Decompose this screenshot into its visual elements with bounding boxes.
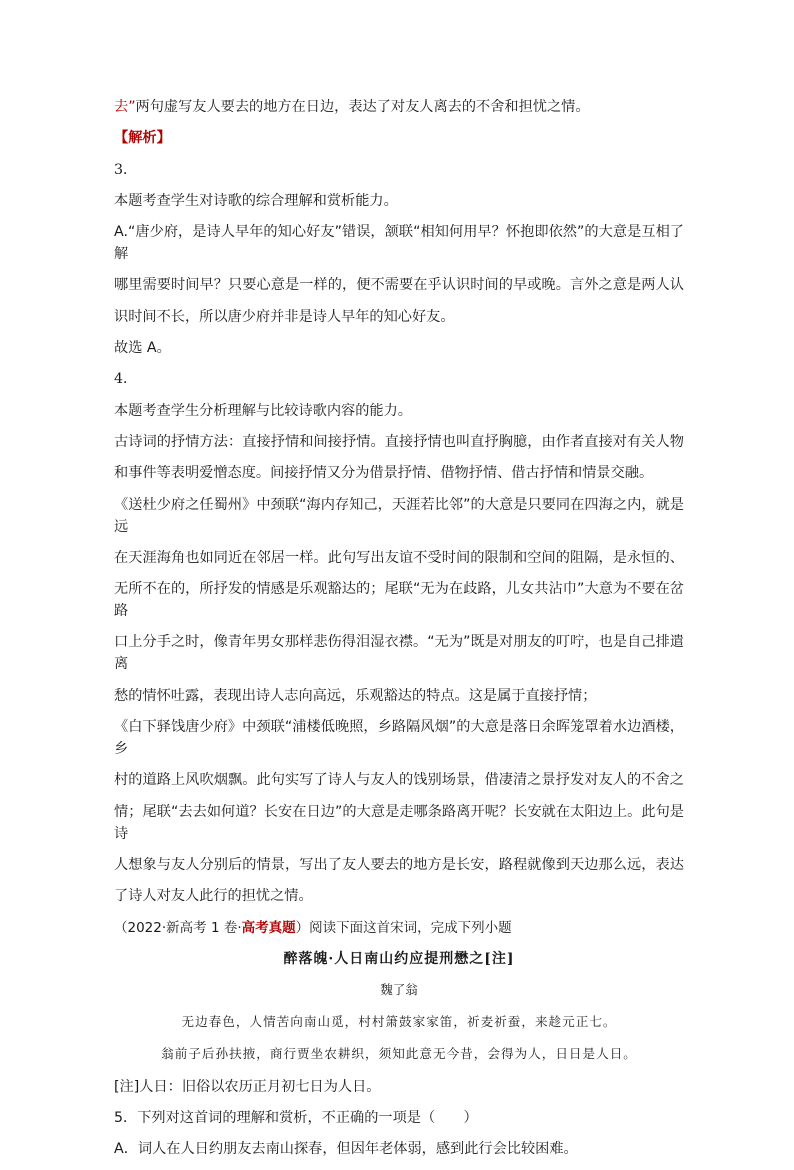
poem-author: 魏了翁 bbox=[380, 981, 418, 997]
q4-intro: 本题考查学生分析理解与比较诗歌内容的能力。 bbox=[114, 402, 412, 419]
poem-line: 翁前子后孙扶掖，商行贾坐农耕织，须知此意无今昔，会得为人，日日是人日。 bbox=[161, 1045, 637, 1061]
source-prefix: （2022·新高考 1 卷· bbox=[114, 919, 242, 936]
source-tag: 高考真题 bbox=[241, 919, 296, 936]
q4-analysis-line: 口上分手之时，像青年男女那样悲伤得泪湿衣襟。“无为”既是对朋友的叮咛，也是自己排遣离 bbox=[114, 634, 684, 673]
q3-analysis-line: 识时间不长，所以唐少府并非是诗人早年的知心好友。 bbox=[114, 308, 455, 325]
q4-analysis-line: 和事件等表明爱憎态度。间接抒情又分为借景抒情、借物抒情、借古抒情和情景交融。 bbox=[114, 465, 654, 482]
q3-analysis-line: 哪里需要时间早？只要心意是一样的，便不需要在乎认识时间的早或晚。言外之意是两人认 bbox=[114, 277, 684, 294]
q4-analysis-line: 人想象与友人分别后的情景，写出了友人要去的地方是长安，路程就像到天边那么远，表达 bbox=[114, 856, 684, 873]
analysis-heading: 【解析】 bbox=[114, 130, 171, 147]
poem-note: [注]人日：旧俗以农历正月初七日为人日。 bbox=[114, 1078, 381, 1095]
q3-answer: 故选 A。 bbox=[114, 340, 171, 357]
source-suffix: ）阅读下面这首宋词，完成下列小题 bbox=[295, 919, 512, 936]
document-page bbox=[114, 96, 684, 1170]
q3-intro: 本题考查学生对诗歌的综合理解和赏析能力。 bbox=[114, 192, 398, 209]
q4-analysis-line: 情；尾联“去去如何道？长安在日边”的大意是走哪条路离开呢？长安就在太阳边上。此句是诗 bbox=[114, 803, 684, 842]
q4-analysis-line: 村的道路上风吹烟飘。此句实写了诗人与友人的饯别场景，借凄清之景抒发对友人的不舍之 bbox=[114, 772, 684, 789]
q4-analysis-line: 无所不在的，所抒发的情感是乐观豁达的；尾联“无为在歧路，儿女共沾巾”大意为不要在岔路 bbox=[114, 581, 684, 620]
question-3-number: 3． bbox=[114, 161, 138, 178]
q4-analysis-line: 了诗人对友人此行的担忧之情。 bbox=[114, 888, 313, 905]
question-5-stem: 5．下列对这首词的理解和赏析，不正确的一项是（ ） bbox=[114, 1110, 478, 1127]
poem-line: 无边春色，人情苦向南山觅，村村箫鼓家家笛，祈麦祈蚕，来趁元正七。 bbox=[181, 1013, 617, 1029]
q4-analysis-line: 《送杜少府之任蜀州》中颈联“海内存知己，天涯若比邻”的大意是只要同在四海之内，就是远 bbox=[114, 496, 684, 535]
answer-continuation: 去”两句虚写友人要去的地方在日边，表达了对友人离去的不舍和担忧之情。 bbox=[114, 99, 590, 115]
q4-analysis-line: 愁的情怀吐露，表现出诗人志向高远，乐观豁达的特点。这是属于直接抒情； bbox=[114, 687, 597, 704]
question-5-option-a: A．词人在人日约朋友去南山探春，但因年老体弱，感到此行会比较困难。 bbox=[114, 1141, 578, 1158]
question-4-number: 4． bbox=[114, 371, 138, 388]
question-source bbox=[114, 917, 684, 939]
poem-title: 醉落魄·人日南山约应提刑懋之[注] bbox=[283, 950, 515, 967]
q4-analysis-line: 古诗词的抒情方法：直接抒情和间接抒情。直接抒情也叫直抒胸臆，由作者直接对有关人物 bbox=[114, 433, 684, 450]
q3-analysis-line: A.“唐少府，是诗人早年的知心好友”错误，颔联“相知何用早？怀抱即依然”的大意是互相了解 bbox=[114, 224, 684, 263]
q4-analysis-line: 在天涯海角也如同近在邻居一样。此句写出友谊不受时间的限制和空间的阻隔，是永恒的、 bbox=[114, 549, 684, 566]
q4-analysis-line: 《白下驿饯唐少府》中颈联“浦楼低晚照，乡路隔风烟”的大意是落日余晖笼罩着水边酒楼，乡 bbox=[114, 719, 684, 758]
